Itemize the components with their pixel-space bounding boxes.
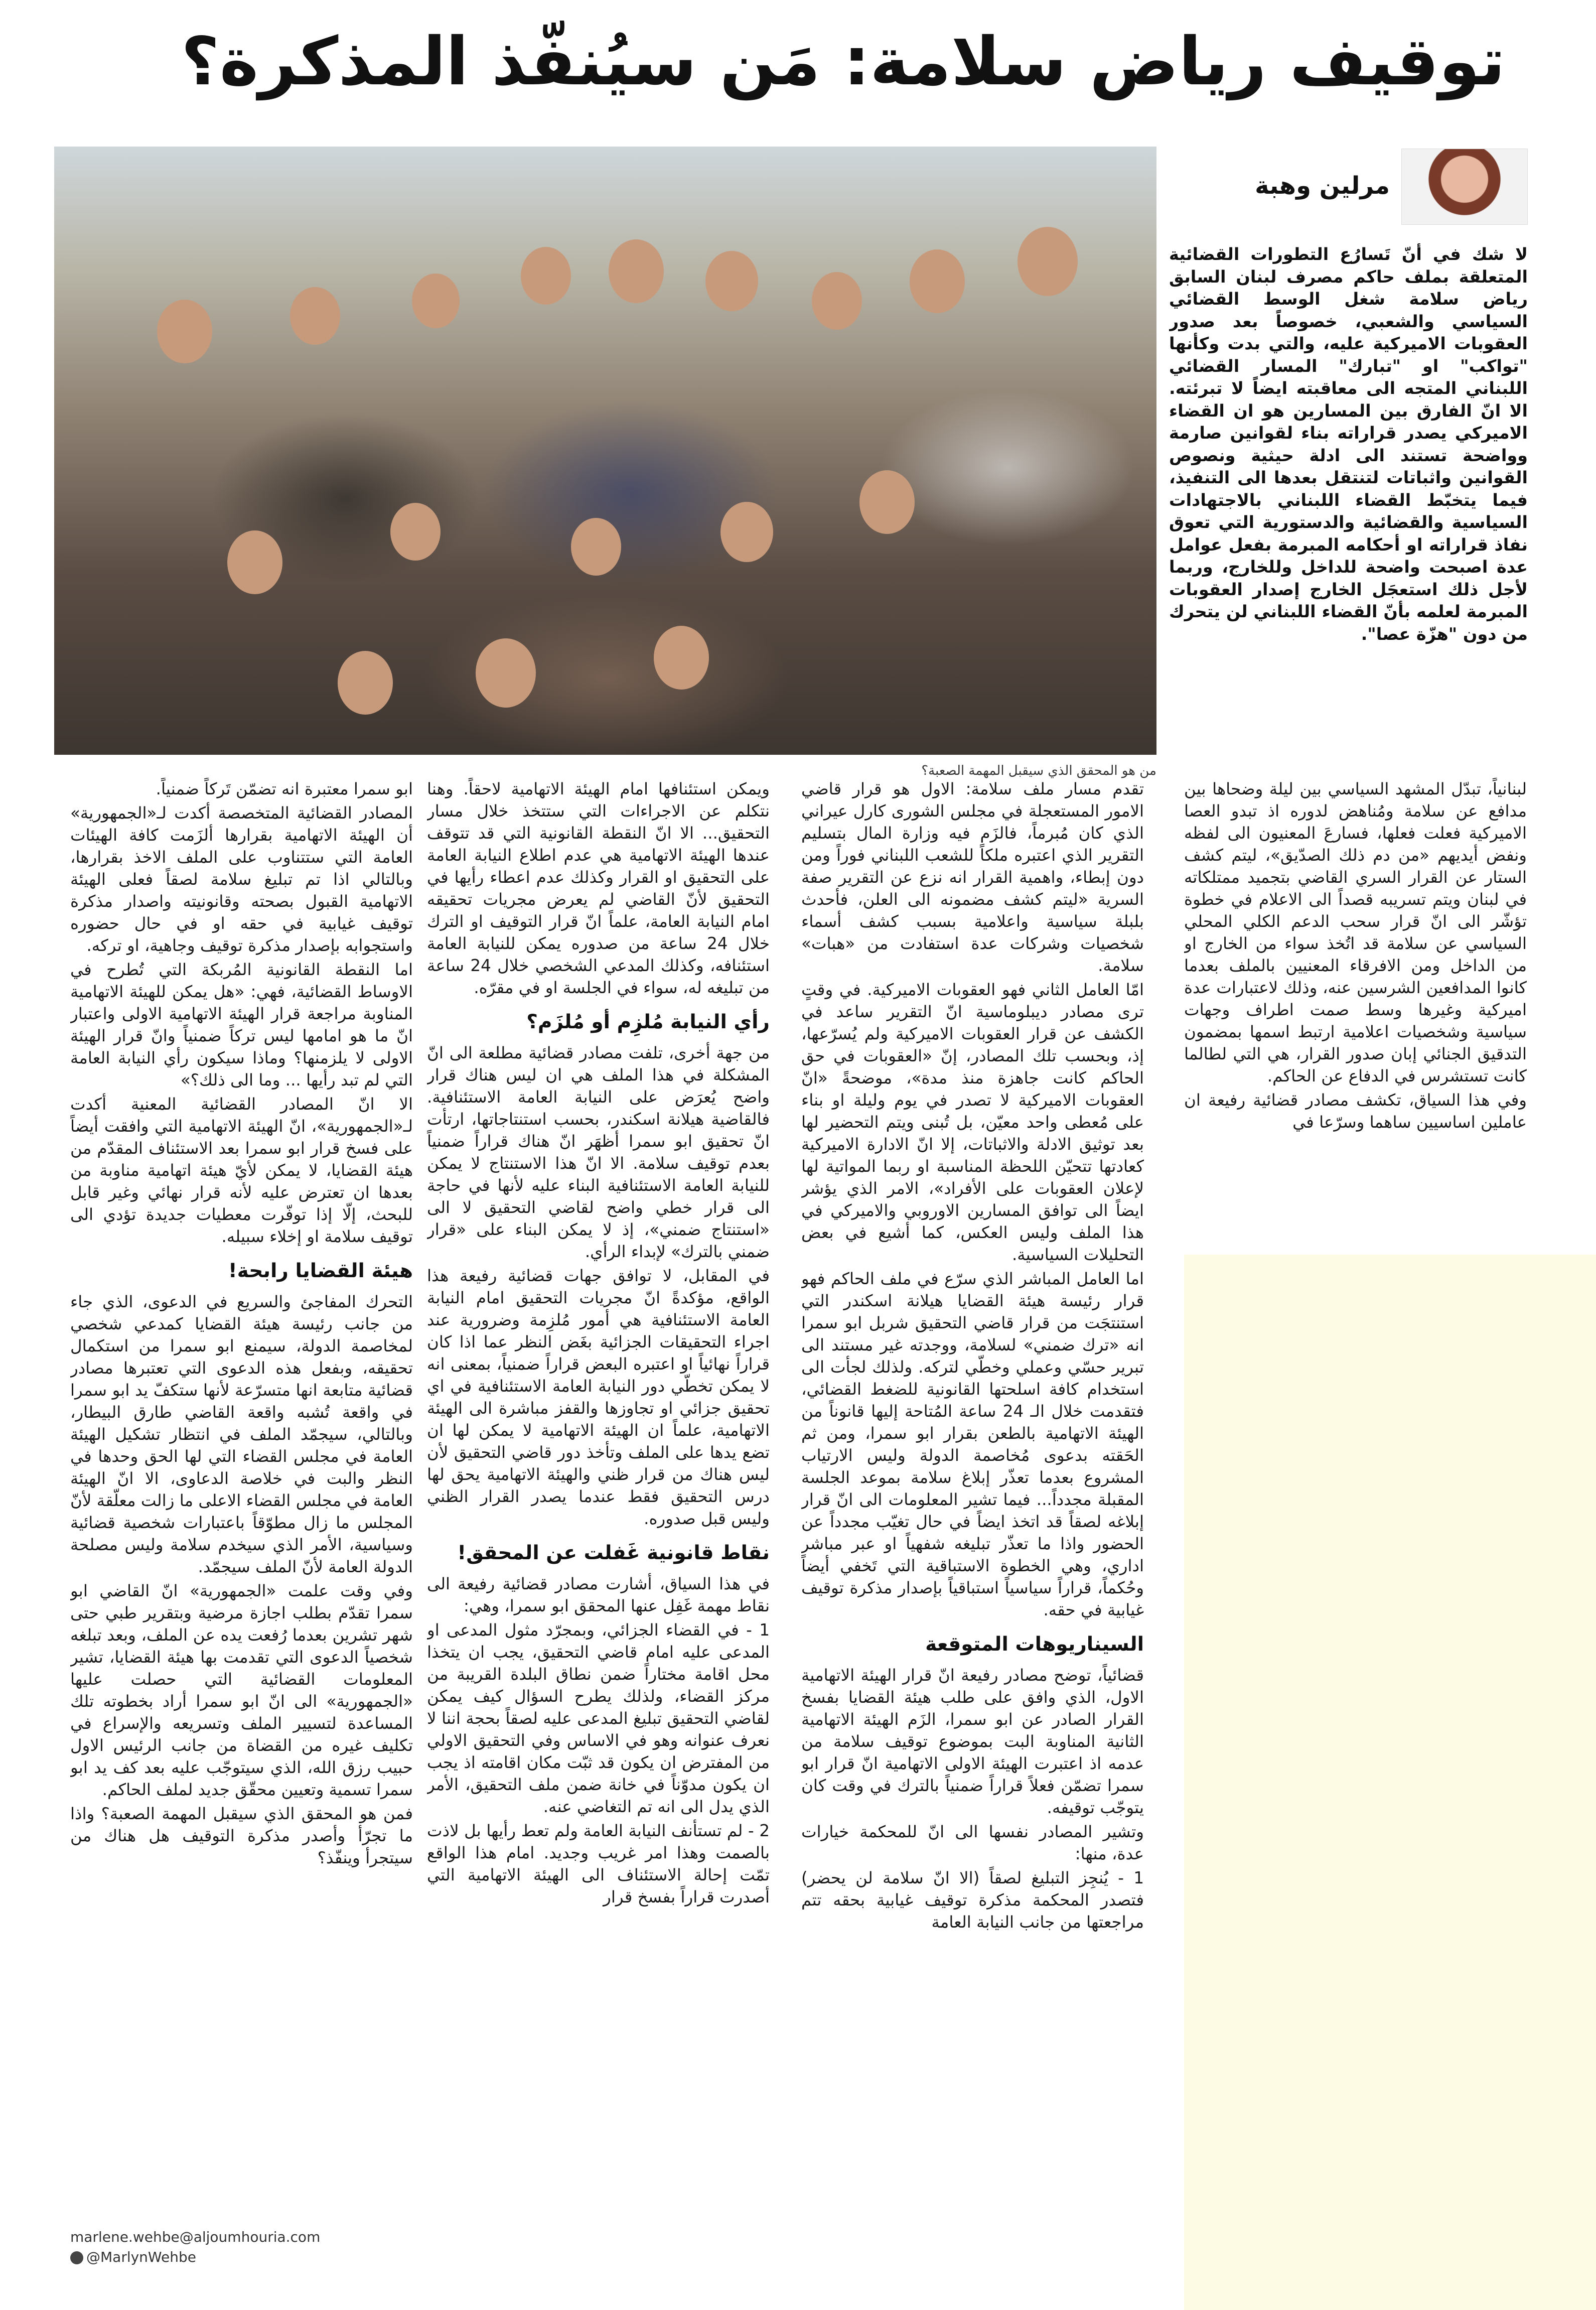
paragraph: في هذا السياق، أشارت مصادر قضائية رفيعة الى نقاط مهمة غَفِل عنها المحقق ابو سمرا، وهي: [427, 1574, 770, 1615]
paragraph: اما العامل المباشر الذي سرّع في ملف الحاكم فهو قرار رئيسة هيئة القضايا هيلانة اسكندر التي استنتجَت من قرار قاضي التحقيق شربل ابو سمرا انه «ترك ضمني» لسلامة، ووجدته غير مستند الى تبرير حسّي وعملي وخطّي لتركه. ولذلك لجأت الى استخدام كافة اسلحتها القانونية للضغط القضائي، فتقدمت خلال الـ 24 ساعة المُتاحة إليها قانوناً من الهيئة الاتهامية بالطعن بقرار ابو سمرا، ومن ثم الحَقته بدعوى مُخاصمة الدولة وليس الارتياب المشروع بعدما تعذّر إبلاغ سلامة بموعد الجلسة المقبلة مجدداً... فيما تشير المعلومات الى انّ قرار إبلاغه لصقاً قد اتخذ ايضاً في حال تغيّب مجدداً عن الحضور واذا ما تعذّر تبليغه شفهياً او عبر مباشر اداري، وهي الخطوة الاستباقية التي تَخفي أيضاً وحُكماً، قراراً سياسياً استباقياً بإصدار مذكرة توقيف غيابية في حقه. [801, 1269, 1144, 1619]
paragraph: لبنانياً، تبدّل المشهد السياسي بين ليلة وضحاها بين مدافع عن سلامة ومُناهض لدوره اذ تبدو العصا الاميركية فعلت فعلها، فسارعَ المعنيون الى لفظه ونفض أيديهم «من دم ذلك الصدّيق»، ليتم كشف الستار عن القرار السري القاضي بتجميد ممتلكاته في لبنان ويتم تسريبه قصداً الى الاعلام في خطوة تؤشّر الى انّ قرار سحب الدعم الكلي المحلي السياسي عن سلامة قد اتُخذ سواء من الخارج او من الداخل ومن الافرقاء المعنيين بالملف بعدما كانوا المدافعين الشرسين عنه، وذلك لاعتبارات عدة اميركية وغيرها وسط صمت اطراف وجهات سياسية وشخصيات اعلامية ارتبط اسمها بمضمون التدقيق الجنائي إبان صدور القرار، هي التي لطالما كانت تستشرس في الدفاع عن الحاكم. [1184, 779, 1527, 1085]
paragraph: فمن هو المحقق الذي سيقبل المهمة الصعبة؟ واذا ما تجرّأ وأصدر مذكرة التوقيف هل هناك من سيتجرأ وينفّذ؟ [70, 1804, 413, 1867]
lead-paragraph: لا شك في أنّ تَسارُع التطورات القضائية المتعلقة بملف حاكم مصرف لبنان السابق رياض سلامة شغل الوسط القضائي السياسي والشعبي، خصوصاً بعد صدور العقوبات الاميركية عليه، والتي بدت وكأنها "تواكب" او "تبارك" المسار القضائي اللبناني المتجه الى معاقبته ايضاً لا تبرئته. الا انّ الفارق بين المسارين هو ان القضاء الاميركي يصدر قراراته بناء لقوانين صارمة وواضحة تستند الى ادلة حيثية ونصوص القوانين واثباتات لتنتقل بعدها الى التنفيذ، فيما يتخبّط القضاء اللبناني بالاجتهادات السياسية والقضائية والدستورية التي تعوق نفاذ قراراته او أحكامه المبرمة بفعل عوامل عدة اصبحت واضحة للداخل وللخارج، وربما لأجل ذلك استعجَل الخارج إصدار العقوبات المبرمة لعلمه بأنّ القضاء اللبناني لن يتحرك من دون "هزّة عصا". [1169, 244, 1528, 644]
subheading-legal-gaps: نقاط قانونية غَفلت عن المحقق! [457, 1542, 770, 1564]
paragraph: 2 - لم تستأنف النيابة العامة ولم تعط رأيها بل لاذت بالصمت وهذا امر غريب وجديد. امام هذا الواقع تمّت إحالة الاستئناف الى الهيئة الاتهامية التي أصدرت قراراً بفسخ قرار [427, 1821, 770, 1907]
paragraph: وتشير المصادر نفسها الى انّ للمحكمة خيارات عدة، منها: [801, 1822, 1144, 1863]
person-head [910, 249, 965, 313]
author-email[interactable]: marlene.wehbe@aljoumhouria.com [70, 2229, 321, 2245]
person-head [609, 239, 664, 303]
headline: توقيف رياض سلامة: مَن سيُنفّذ المذكرة؟ [181, 23, 1506, 100]
paragraph: 1 - يُنجِز التبليغ لصقاً (الا انّ سلامة لن يحضر) فتصدر المحكمة مذكرة توقيف غيابية بحقه تتم مراجعتها من جانب النيابة العامة [801, 1868, 1144, 1932]
highlight-panel [1184, 1255, 1596, 2310]
paragraph: 1 - في القضاء الجزائي، وبمجرّد مثول المدعى او المدعى عليه امام قاضي التحقيق، يجب ان يتخذا محل اقامة مختاراً ضمن نطاق البلدة القريبة من مركز القضاء، ولذلك يطرح السؤال كيف يمكن لقاضي التحقيق تبليغ المدعى عليه لصقاً بحجة اننا لا نعرف عنوانه وهو في الاساس وفي التحقيق الاولي من المفترض ان يكون قد ثبّت مكان اقامته اذ يجب ان يكون مدوّناً في خانة ضمن ملف التحقيق، الأمر الذي يدل الى انه تم التغاضي عنه. [427, 1620, 770, 1816]
paragraph: ويمكن استئنافها امام الهيئة الاتهامية لاحقاً. وهنا نتكلم عن الاجراءات التي ستتخذ خلال مسار التحقيق... الا انّ النقطة القانونية التي قد تتوقف عندها الهيئة الاتهامية هي عدم اطلاع النيابة العامة على التحقيق او القرار وكذلك عدم اعطاء رأيها في التحقيق لأنّ القاضي لم يعرض مجريات تحقيقه امام النيابة العامة، علماً انّ قرار التوقيف او الترك خلال 24 ساعة من صدوره يمكن للنيابة العامة استئنافه، وكذلك المدعي الشخصي خلال 24 ساعة من تبليغه له، سواء في الجلسة او في مقرّه. [427, 779, 770, 997]
person-head [338, 651, 393, 715]
photo-caption: من هو المحقق الذي سيقبل المهمة الصعبة؟ [921, 763, 1156, 778]
paragraph: الا انّ المصادر القضائية المعنية أكدت لـ«الجمهورية»، انّ الهيئة الاتهامية التي وافقت أيضاً على فسخ قرار ابو سمرا بعد الاستئناف المقدّم من هيئة القضايا، لا يمكن لأيّ هيئة اتهامية مناوبة من بعدها ان تعترض عليه لأنه قرار نهائي وغير قابل للبحث، إلّا إذا توفّرت معطيات جديدة تؤدي الى توقيف سلامة او إخلاء سبيله. [70, 1095, 413, 1246]
paragraph: التحرك المفاجئ والسريع في الدعوى، الذي جاء من جانب رئيسة هيئة القضايا كمدعي شخصي لمخاصمة الدولة، سيمنع ابو سمرا من استكمال تحقيقه، وبفعل هذه الدعوى التي تعتبرها مصادر قضائية متابعة انها متسرّعة لأنها ستكفّ يد ابو سمرا في واقعة تُشبه واقعة القاضي طارق البيطار، وبالتالي، سيجمّد الملف في انتظار تشكيل الهيئة العامة في مجلس القضاء التي لها الحق وحدها في النظر والبت في خلاصة الدعاوى، الا انّ الهيئة العامة في مجلس القضاء الاعلى ما زالت معلّقة لأنّ المجلس ما زال مطوّقاً باعتبارات شخصية قضائية وسياسية، الأمر الذي سيخدم سلامة وليس مصلحة الدولة العامة لأنّ الملف سيجمّد. [70, 1292, 413, 1576]
paragraph: قضائياً، توضح مصادر رفيعة انّ قرار الهيئة الاتهامية الاول، الذي وافق على طلب هيئة القضايا بفسخ القرار الصادر عن ابو سمرا، الزَم الهيئة الاتهامية الثانية المناوبة البت بموضوع توقيف سلامة من عدمه اذ اعتبرت الهيئة الاولى الاتهامية انّ قرار ابو سمرا تضمّن فعلاً قراراً ضمنياً بالترك في وقت كان يتوجّب توقيفه. [801, 1666, 1144, 1817]
article-column-1 [1184, 778, 1527, 1214]
person-head [705, 251, 758, 312]
subheading-fourth: هيئة القضايا رابحة! [228, 1260, 413, 1282]
article-photo [54, 147, 1156, 755]
person-head [476, 638, 536, 708]
article-column-3 [427, 778, 770, 2223]
paragraph: من جهة أخرى، تلفت مصادر قضائية مطلعة الى انّ المشكلة في هذا الملف هي ان ليس هناك قرار واضح يُعرَض على النيابة العامة الاستئنافية. فالقاضية هيلانة اسكندر، بحسب استنتاجاتها، ارتأت انّ تحقيق ابو سمرا أظهَر انّ هناك قراراً ضمنياً بعدم توقيف سلامة. الا انّ هذا الاستنتاج لا يمكن للنيابة العامة الاستئنافية البناء عليه لأنها في حاجة الى قرار خطي واضح لقاضي التحقيق لا الى «استنتاج ضمني»، إذ لا يمكن البناء على «قرار ضمني بالترك» لإبداء الرأي. [427, 1043, 770, 1261]
paragraph: اما النقطة القانونية المُربكة التي تُطرح في الاوساط القضائية، فهي: «هل يمكن للهيئة الاتهامية المناوبة مراجعة قرار الهيئة الاتهامية الاولى واعتبار انّ ما هو امامها ليس تركاً ضمنياً وانّ قرار الهيئة الاولى لا يلزمنها؟ وماذا سيكون رأي النيابة العامة التي لم تبد رأيها ... وما الى ذلك؟» [70, 960, 413, 1090]
paragraph: المصادر القضائية المتخصصة أكدت لـ«الجمهورية» أن الهيئة الاتهامية بقرارها ألزَمت كافة الهيئات العامة التي ستتناوب على الملف الاخذ بقرارها، وبالتالي اذا تم تبليغ سلامة لصقاً فعلى الهيئة الاتهامية القبول بصحته وقانونيته واصدار مذكرة توقيف غيابية في حقه او في حال حضوره واستجوابه بإصدار مذكرة توقيف وجاهية، او تركه. [70, 803, 413, 955]
person-head [812, 272, 862, 330]
person-head [1018, 227, 1078, 296]
twitter-handle: @MarlynWehbe [86, 2249, 196, 2265]
paragraph: وفي هذا السياق، تكشف مصادر قضائية رفيعة ان عاملين اساسيين ساهما وسرّعا في [1184, 1091, 1527, 1132]
person-head [521, 247, 571, 305]
person-head [157, 300, 212, 363]
person-head [571, 518, 621, 576]
author-photo [1401, 149, 1528, 225]
author-name: مرلين وهبة [1255, 172, 1390, 200]
paragraph: في المقابل، لا توافق جهات قضائية رفيعة هذا الواقع، مؤكدةً انّ مجريات التحقيق امام النيابة العامة الاستئنافية هي أمور مُلزِمة وضرورية عند اجراء التحقيقات الجزائية بغَض النظر عما اذا كان قراراً نهائياً او اعتبره البعض قراراً ضمنياً، بمعنى انه لا يمكن تخطّي دور النيابة العامة الاستئنافية في اي تحقيق جزائي او تجاوزها والقفز مباشرة الى الهيئة الاتهامية، علماً ان الهيئة الاتهامية لا يمكن لها ان تضع يدها على الملف وتأخذ دور قاضي التحقيق لأن ليس هناك من قرار ظني والهيئة الاتهامية يحق لها درس التحقيق فقط عندما يصدر القرار الظني وليس قبل صدوره. [427, 1266, 770, 1528]
person-head [412, 274, 460, 328]
paragraph: ابو سمرا معتبرة انه تضمّن تَركاً ضمنياً. [156, 779, 413, 798]
article-column-4 [70, 778, 413, 2178]
subheading-scenarios: السيناريوهات المتوقعة [925, 1633, 1144, 1656]
person-head [859, 470, 915, 534]
paragraph: وفي وقت علمت «الجمهورية» انّ القاضي ابو سمرا تقدّم بطلب اجازة مرضية وبتقرير طبي حتى شهر تشرين بعدما رُفعت يده عن الملف، وبعد تبلغه شخصياً الدعوى التي تقدمت بها هيئة القضايا، تشير المعلومات القضائية التي حصلت عليها «الجمهورية» الى انّ ابو سمرا أراد بخطوته تلك المساعدة لتسيير الملف وتسريعه والإسراع في تكليف غيره من القضاة من جانب الرئيس الاول حبيب رزق الله، الذي سيتوجّب عليه بعد كف يد ابو سمرا تسمية وتعيين محقّق جديد لملف الحاكم. [70, 1581, 413, 1799]
person-head [290, 287, 340, 345]
author-twitter[interactable] [70, 2247, 413, 2267]
article-column-2 [801, 778, 1144, 2223]
subheading-prosecution: رأي النيابة مُلزِم أو مُلزَم؟ [526, 1011, 770, 1033]
person-head [654, 626, 709, 690]
person-head [720, 502, 773, 563]
paragraph: تقدم مسار ملف سلامة: الاول هو قرار قاضي الامور المستعجلة في مجلس الشورى كارل عيراني الذي كان مُبرماً، فالزَم فيه وزارة المال بتسليم التقرير الذي اعتبره ملكاً للشعب اللبناني فوراً ومن دون إبطاء، واهمية القرار انه نزع عن التقرير صفة السرية «ليتم كشف مضمونه الى العلن، فأحدث بلبلة سياسية واعلامية بسبب كشف أسماء شخصيات وشركات عدة استفادت من «هبات» سلامة. [801, 779, 1144, 975]
person-head [390, 503, 441, 561]
person-head [227, 530, 282, 594]
paragraph: امّا العامل الثاني فهو العقوبات الاميركية. في وقتٍ ترى مصادر ديبلوماسية انّ التقرير ساعد في الكشف عن قرار العقوبات الاميركية ولم يُسرّعها، إذ، وبحسب تلك المصادر، إنّ «العقوبات في حق الحاكم كانت جاهزة منذ مدة»، موضحةً «انّ العقوبات الاميركية لا تصدر في يوم وليلة او بناء على مُعطى واحد معيّن، بل تُبنى ويتم التحضير لها بعد توثيق الادلة والاثباتات، إلا انّ الادارة الاميركية كعادتها تتحيّن اللحظة المناسبة او ربما المواتية لها لإعلان العقوبات على الأفراد»، الامر الذي يؤشر ايضاً الى توافق المسارين الاوروبي والاميركي في هذا الملف وليس العكس، كما أشيع في بعض التحليلات السياسية. [801, 980, 1144, 1264]
twitter-icon [70, 2251, 83, 2264]
